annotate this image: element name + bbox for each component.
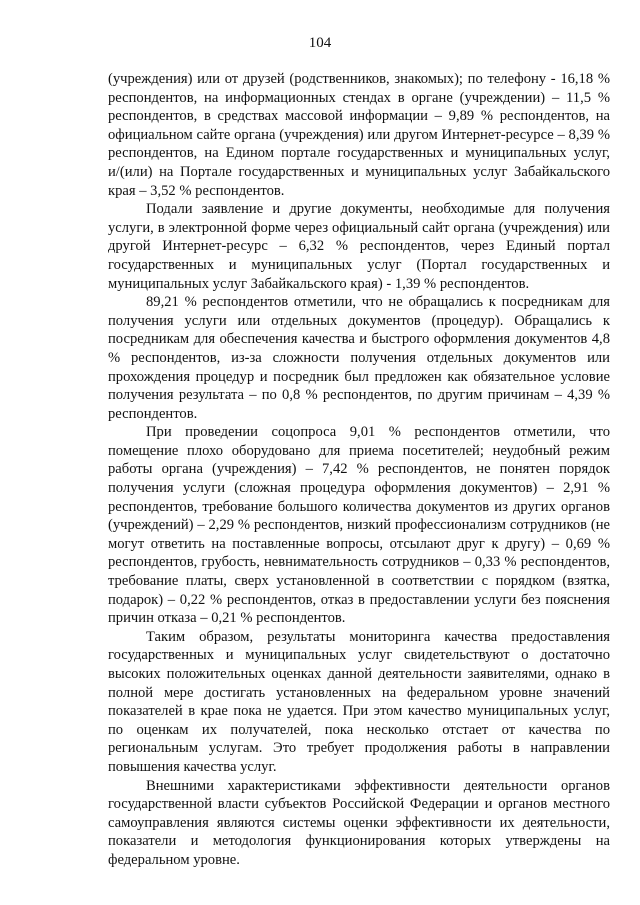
paragraph-monitoring-conclusion: Таким образом, результаты мониторинга качества предоставления государственных и муниципальных услуг свидетельствуют о достаточно высоких положительных оценках данной деятельности заявителями, однако в полной мере достигать установленных на федеральном уровне значений показателей в крае пока не удается. При этом качество муниципальных услуг, по оценкам их получателей, пока несколько отстает от качества по региональным услугам. Это требует продолжения работы в направлении повышения качества услуг. bbox=[108, 628, 610, 775]
body-text bbox=[108, 70, 610, 870]
paragraph-intermediaries: 89,21 % респондентов отметили, что не обращались к посредникам для получения услуги или отдельных документов (процедур). Обращались к посредникам для обеспечения качества и быстрого оформления документов 4,8 % респондентов, из-за сложности получения отдельных документов или прохождения процедур и посредник был предложен как обязательное условие получения результата – по 0,8 % респондентов, по другим причинам – 4,39 % респондентов. bbox=[108, 294, 610, 422]
paragraph-external-characteristics: Внешними характеристиками эффективности деятельности органов государственной власти субъектов Российской Федерации и органов местного самоуправления являются системы оценки эффективности их деятельности, показатели и методология функционирования которых утверждены на федеральном уровне. bbox=[108, 777, 610, 868]
paragraph-sources-of-information: (учреждения) или от друзей (родственников, знакомых); по телефону - 16,18 % респондентов, на информационных стендах в органе (учреждении) – 11,5 % респондентов, в средствах массовой информации – 9,89 % респондентов, на официальном сайте органа (учреждения) или другом Интернет-ресурсе – 8,39 % респондентов, на Едином портале государственных и муниципальных услуг, и/(или) на Портале государственных и муниципальных услуг Забайкальского края – 3,52 % респондентов. bbox=[108, 71, 610, 199]
page-number: 104 bbox=[308, 35, 332, 51]
paragraph-electronic-application: Подали заявление и другие документы, необходимые для получения услуги, в электронной форме через официальный сайт органа (учреждения) или другой Интернет-ресурс – 6,32 % респондентов, через Единый портал государственных и муниципальных услуг (Портал государственных и муниципальных услуг Забайкальского края) - 1,39 % респондентов. bbox=[108, 201, 610, 292]
paragraph-survey-complaints: При проведении соцопроса 9,01 % респондентов отметили, что помещение плохо оборудовано для приема посетителей; неудобный режим работы органа (учреждения) – 7,42 % респондентов, не понятен порядок получения услуги (сложная процедура оформления документов) – 2,91 % респондентов, требование большого количества документов из других органов (учреждений) – 2,29 % респондентов, низкий профессионализм сотрудников (не могут ответить на поставленные вопросы, отсылают друг к другу) – 0,69 % респондентов, грубость, невнимательность сотрудников – 0,33 % респондентов, требование платы, сверх установленной в соответствии с порядком (взятка, подарок) – 0,22 % респондентов, отказ в предоставлении услуги без пояснения причин отказа – 0,21 % респондентов. bbox=[108, 424, 610, 627]
